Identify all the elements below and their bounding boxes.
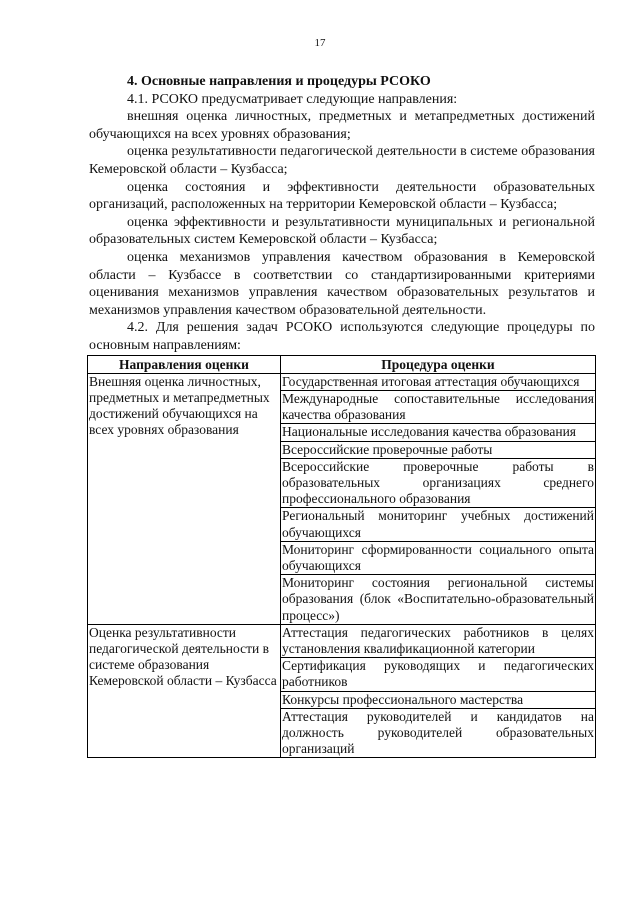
header-directions: Направления оценки: [88, 355, 281, 373]
table-row: [88, 373, 596, 390]
procedure-cell: Национальные исследования качества образования: [281, 424, 596, 441]
direction-cell: Внешняя оценка личностных, предметных и метапредметных достижений обучающихся на всех уровнях образования: [88, 373, 281, 624]
paragraph: оценка результативности педагогической деятельности в системе образования Кемеровской области – Кузбасса;: [89, 144, 595, 177]
paragraph: 4.1. РСОКО предусматривает следующие направления:: [127, 91, 458, 107]
procedure-cell: Сертификация руководящих и педагогических работников: [282, 658, 594, 690]
section-heading: 4. Основные направления и процедуры РСОКО: [127, 74, 431, 89]
procedure-cell: Всероссийские проверочные работы: [281, 441, 596, 458]
paragraph: оценка состояния и эффективности деятельности образовательных организаций, расположенных на территории Кемеровской области – Кузбасса;: [89, 179, 595, 213]
procedure-cell: Конкурсы профессионального мастерства: [281, 691, 596, 708]
procedure-cell: Региональный мониторинг учебных достижений обучающихся: [282, 508, 594, 540]
procedure-cell: Аттестация руководителей и кандидатов на должность руководителей образовательных организаций: [282, 708, 594, 757]
page-number: 17: [314, 37, 326, 49]
procedure-cell: Мониторинг сформированности социального опыта обучающихся: [282, 541, 594, 573]
paragraph: оценка эффективности и результативности муниципальных и региональной образовательных систем Кемеровской области – Кузбасса;: [89, 214, 595, 248]
procedure-cell: Всероссийские проверочные работы в образовательных организациях среднего профессионального образования: [282, 458, 594, 507]
paragraph: внешняя оценка личностных, предметных и метапредметных достижений обучающихся на всех уровнях образования;: [89, 109, 595, 142]
table-row: [88, 624, 596, 657]
document-body: [89, 73, 595, 758]
header-procedure: Процедура оценки: [281, 355, 596, 373]
procedure-cell: Международные сопоставительные исследования качества образования: [282, 390, 594, 423]
procedure-cell: Мониторинг состояния региональной системы образования (блок «Воспитательно-образовательный процесс»): [282, 575, 594, 623]
procedures-table: [87, 355, 596, 759]
paragraph: 4.2. Для решения задач РСОКО используются следующие процедуры по основным направлениям:: [89, 320, 595, 353]
paragraph: оценка механизмов управления качеством образования в Кемеровской области – Кузбассе в соответствии со стандартизированными критериями оценивания механизмов управления качеством образовательных результатов и механизмов управления качеством образовательной деятельности.: [89, 249, 595, 318]
procedure-cell: Аттестация педагогических работников в целях установления квалификационной категории: [282, 624, 594, 656]
procedure-cell: Государственная итоговая аттестация обучающихся: [281, 373, 596, 390]
direction-cell: Оценка результативности педагогической деятельности в системе образования Кемеровской области – Кузбасса: [88, 624, 281, 758]
table-header-row: [88, 355, 596, 373]
